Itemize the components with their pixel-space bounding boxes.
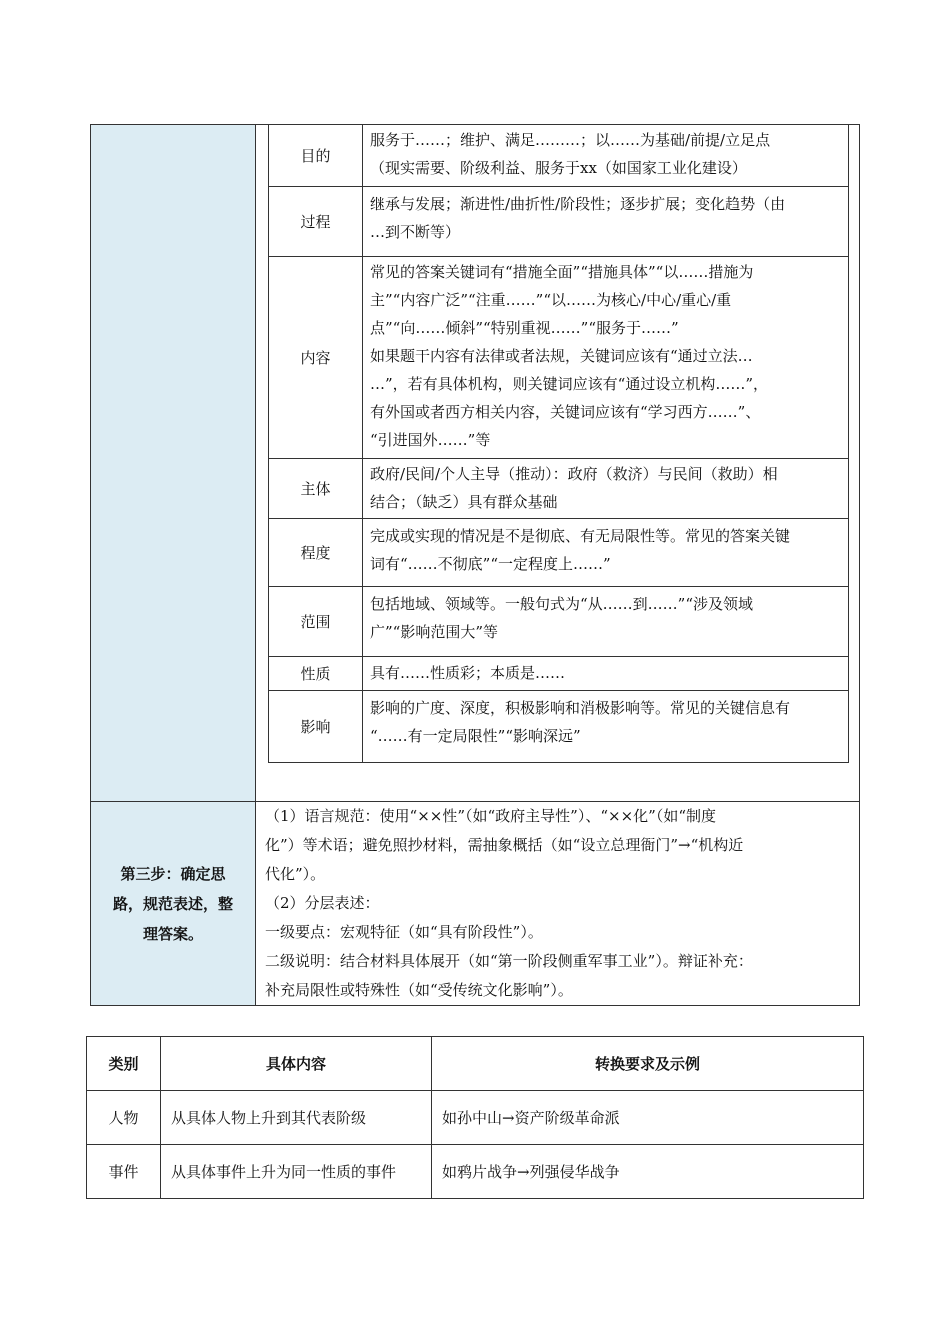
row-nature xyxy=(269,657,848,691)
content-line: 完成或实现的情况是不是彻底、有无局限性等。常见的答案关键 xyxy=(370,527,791,545)
column-header-category: 类别 xyxy=(87,1037,161,1091)
table-cell: 如孙中山→资产阶级革命派 xyxy=(432,1091,864,1145)
row-label: 影响 xyxy=(269,691,363,762)
elements-table xyxy=(268,125,849,763)
content-line: 广”“影响范围大”等 xyxy=(370,623,499,641)
row-content xyxy=(370,187,842,246)
row-label: 内容 xyxy=(269,257,363,458)
content-line: 结合；（缺乏）具有群众基础 xyxy=(370,493,558,511)
row-content xyxy=(370,459,842,516)
step3-content xyxy=(265,802,855,1005)
table-cell: 从具体人物上升到其代表阶级 xyxy=(161,1091,432,1145)
row-label: 过程 xyxy=(269,187,363,256)
content-line: 如果题干内容有法律或者法规，关键词应该有“通过立法… xyxy=(370,347,753,365)
row-scope xyxy=(269,587,848,657)
content-line: 政府/民间/个人主导（推动）：政府（救济）与民间（救助）相 xyxy=(370,465,778,483)
row-content xyxy=(370,691,842,750)
conversion-table xyxy=(86,1036,864,1199)
content-line: 点”“向……倾斜”“特别重视……”“服务于……” xyxy=(370,319,679,337)
table-cell: 如鸦片战争→列强侵华战争 xyxy=(432,1145,864,1199)
step3-line: 补充局限性或特殊性（如“受传统文化影响”）。 xyxy=(265,981,573,999)
step3-line: 代化”）。 xyxy=(265,865,326,883)
row-process xyxy=(269,187,848,257)
row-purpose xyxy=(269,125,848,187)
step3-line: 化”）等术语；避免照抄材料，需抽象概括（如“设立总理衙门”→“机构近 xyxy=(265,836,744,854)
row-content-item xyxy=(269,257,848,459)
content-line: “……有一定局限性”“影响深远” xyxy=(370,727,581,745)
step3-title: 第三步：确定思路，规范表述，整理答案。 xyxy=(112,864,233,943)
table-cell: 从具体事件上升为同一性质的事件 xyxy=(161,1145,432,1199)
row-content xyxy=(370,125,842,182)
row-content xyxy=(370,657,842,687)
content-line: 继承与发展；渐进性/曲折性/阶段性；逐步扩展；变化趋势（由 xyxy=(370,195,786,213)
row-label: 范围 xyxy=(269,587,363,656)
content-line: 影响的广度、深度，积极影响和消极影响等。常见的关键信息有 xyxy=(370,699,791,717)
content-line: 包括地域、领域等。一般句式为“从……到……”“涉及领域 xyxy=(370,595,754,613)
content-line: “引进国外……”等 xyxy=(370,431,491,449)
step3-title-cell xyxy=(91,802,256,1005)
row-subject xyxy=(269,459,848,519)
row-label: 目的 xyxy=(269,125,363,186)
step3-line: 一级要点：宏观特征（如“具有阶段性”）。 xyxy=(265,923,543,941)
content-line: 词有“……不彻底”“一定程度上……” xyxy=(370,555,611,573)
content-line: …”，若有具体机构，则关键词应该有“通过设立机构……”， xyxy=(370,375,769,393)
content-line: 常见的答案关键词有“措施全面”“措施具体”“以……措施为 xyxy=(370,263,754,281)
step3-line: （2）分层表述： xyxy=(265,894,380,912)
table-cell: 事件 xyxy=(87,1145,161,1199)
row-impact xyxy=(269,691,848,763)
row-content xyxy=(370,587,842,646)
row-content xyxy=(370,519,842,578)
table-header-row xyxy=(87,1037,864,1091)
step3-line: （1）语言规范：使用“××性”（如“政府主导性”）、“××化”（如“制度 xyxy=(265,807,716,825)
row-label: 程度 xyxy=(269,519,363,586)
content-line: 具有……性质彩；本质是…… xyxy=(370,664,566,682)
content-line: 主”“内容广泛”“注重……”“以……为核心/中心/重心/重 xyxy=(370,291,732,309)
content-line: 有外国或者西方相关内容，关键词应该有“学习西方……”、 xyxy=(370,403,761,421)
column-header-content: 具体内容 xyxy=(161,1037,432,1091)
row-content xyxy=(370,257,842,454)
content-line: （现实需要、阶级利益、服务于xx（如国家工业化建设） xyxy=(370,159,747,177)
table-row xyxy=(87,1145,864,1199)
content-line: …到不断等） xyxy=(370,223,461,241)
step3-line: 二级说明：结合材料具体展开（如“第一阶段侧重军事工业”）。辩证补充： xyxy=(265,952,753,970)
table-row xyxy=(87,1091,864,1145)
column-header-example: 转换要求及示例 xyxy=(432,1037,864,1091)
row-label: 性质 xyxy=(269,657,363,690)
table-cell: 人物 xyxy=(87,1091,161,1145)
row-degree xyxy=(269,519,848,587)
left-column-cell xyxy=(91,125,256,801)
row-label: 主体 xyxy=(269,459,363,518)
analysis-table xyxy=(90,124,860,1006)
content-line: 服务于……；维护、满足………；以……为基础/前提/立足点 xyxy=(370,131,771,149)
